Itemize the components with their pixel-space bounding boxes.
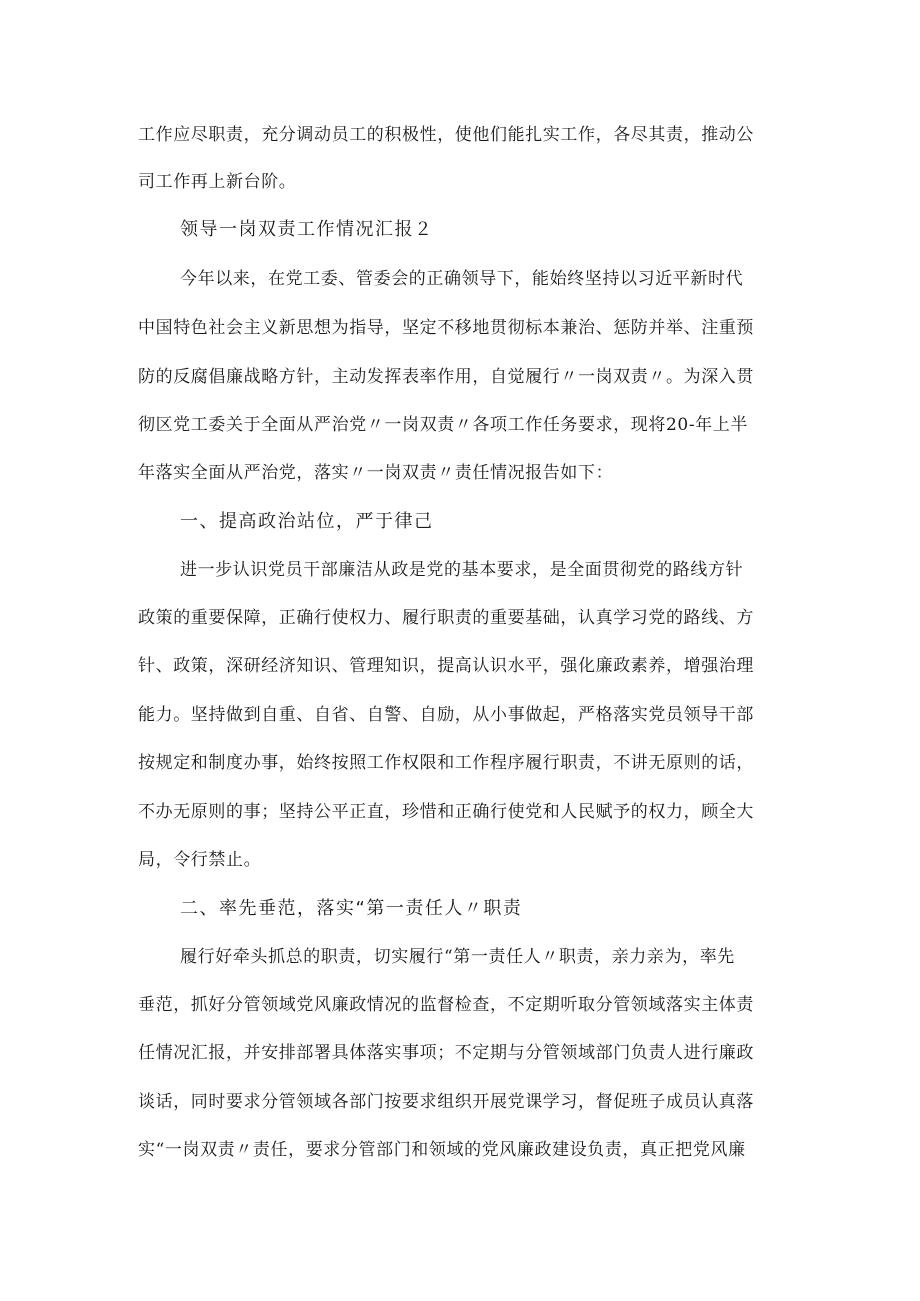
paragraph-line: 按规定和制度办事，始终按照工作权限和工作程序履行职责，不讲无原则的话， xyxy=(138,753,754,773)
paragraph-line: 工作应尽职责，充分调动员工的积极性，使他们能扎实工作，各尽其责，推动公 xyxy=(138,125,754,145)
paragraph-line: 中国特色社会主义新思想为指导，坚定不移地贯彻标本兼治、惩防并举、注重预 xyxy=(138,318,754,338)
paragraph-line: 政策的重要保障，正确行使权力、履行职责的重要基础，认真学习党的路线、方 xyxy=(138,608,754,628)
subsection-heading: 一、提高政治站位，严于律己 xyxy=(180,511,434,532)
paragraph-line: 针、政策，深研经济知识、管理知识，提高认识水平，强化廉政素养，增强治理 xyxy=(138,656,754,676)
paragraph-line: 垂范，抓好分管领域党风廉政情况的监督检查，不定期听取分管领域落实主体责 xyxy=(138,995,754,1015)
paragraph-line: 不办无原则的事；坚持公平正直，珍惜和正确行使党和人民赋予的权力，顾全大 xyxy=(138,802,754,822)
paragraph-line: 进一步认识党员干部廉洁从政是党的基本要求，是全面贯彻党的路线方针 xyxy=(180,560,744,580)
paragraph-line: 年落实全面从严治党，落实〃一岗双责〃责任情况报告如下： xyxy=(138,463,614,483)
paragraph-line: 实“一岗双责〃责任，要求分管部门和领域的党风廉政建设负责，真正把党风廉 xyxy=(138,1140,746,1160)
paragraph-line: 任情况汇报，并安排部署具体落实事项；不定期与分管领域部门负责人进行廉政 xyxy=(138,1043,754,1063)
paragraph-line: 司工作再上新台阶。 xyxy=(138,172,297,192)
paragraph-line: 防的反腐倡廉战略方针，主动发挥表率作用，自觉履行〃一岗双责〃。为深入贯 xyxy=(138,367,754,387)
paragraph-line: 彻区党工委关于全面从严治党〃一岗双责〃各项工作任务要求，现将20-年上半 xyxy=(138,415,748,435)
subsection-heading: 二、率先垂范，落实“第一责任人〃职责 xyxy=(180,898,523,919)
section-title: 领导一岗双责工作情况汇报２ xyxy=(180,219,434,240)
paragraph-line: 今年以来，在党工委、管委会的正确领导下，能始终坚持以习近平新时代 xyxy=(180,269,744,289)
paragraph-line: 局，令行禁止。 xyxy=(138,850,262,870)
paragraph-line: 履行好牵头抓总的职责，切实履行“第一责任人〃职责，亲力亲为，率先 xyxy=(180,947,735,967)
paragraph-line: 能力。坚持做到自重、自省、自警、自励，从小事做起，严格落实党员领导干部 xyxy=(138,705,754,725)
paragraph-line: 谈话，同时要求分管领域各部门按要求组织开展党课学习，督促班子成员认真落 xyxy=(138,1092,754,1112)
